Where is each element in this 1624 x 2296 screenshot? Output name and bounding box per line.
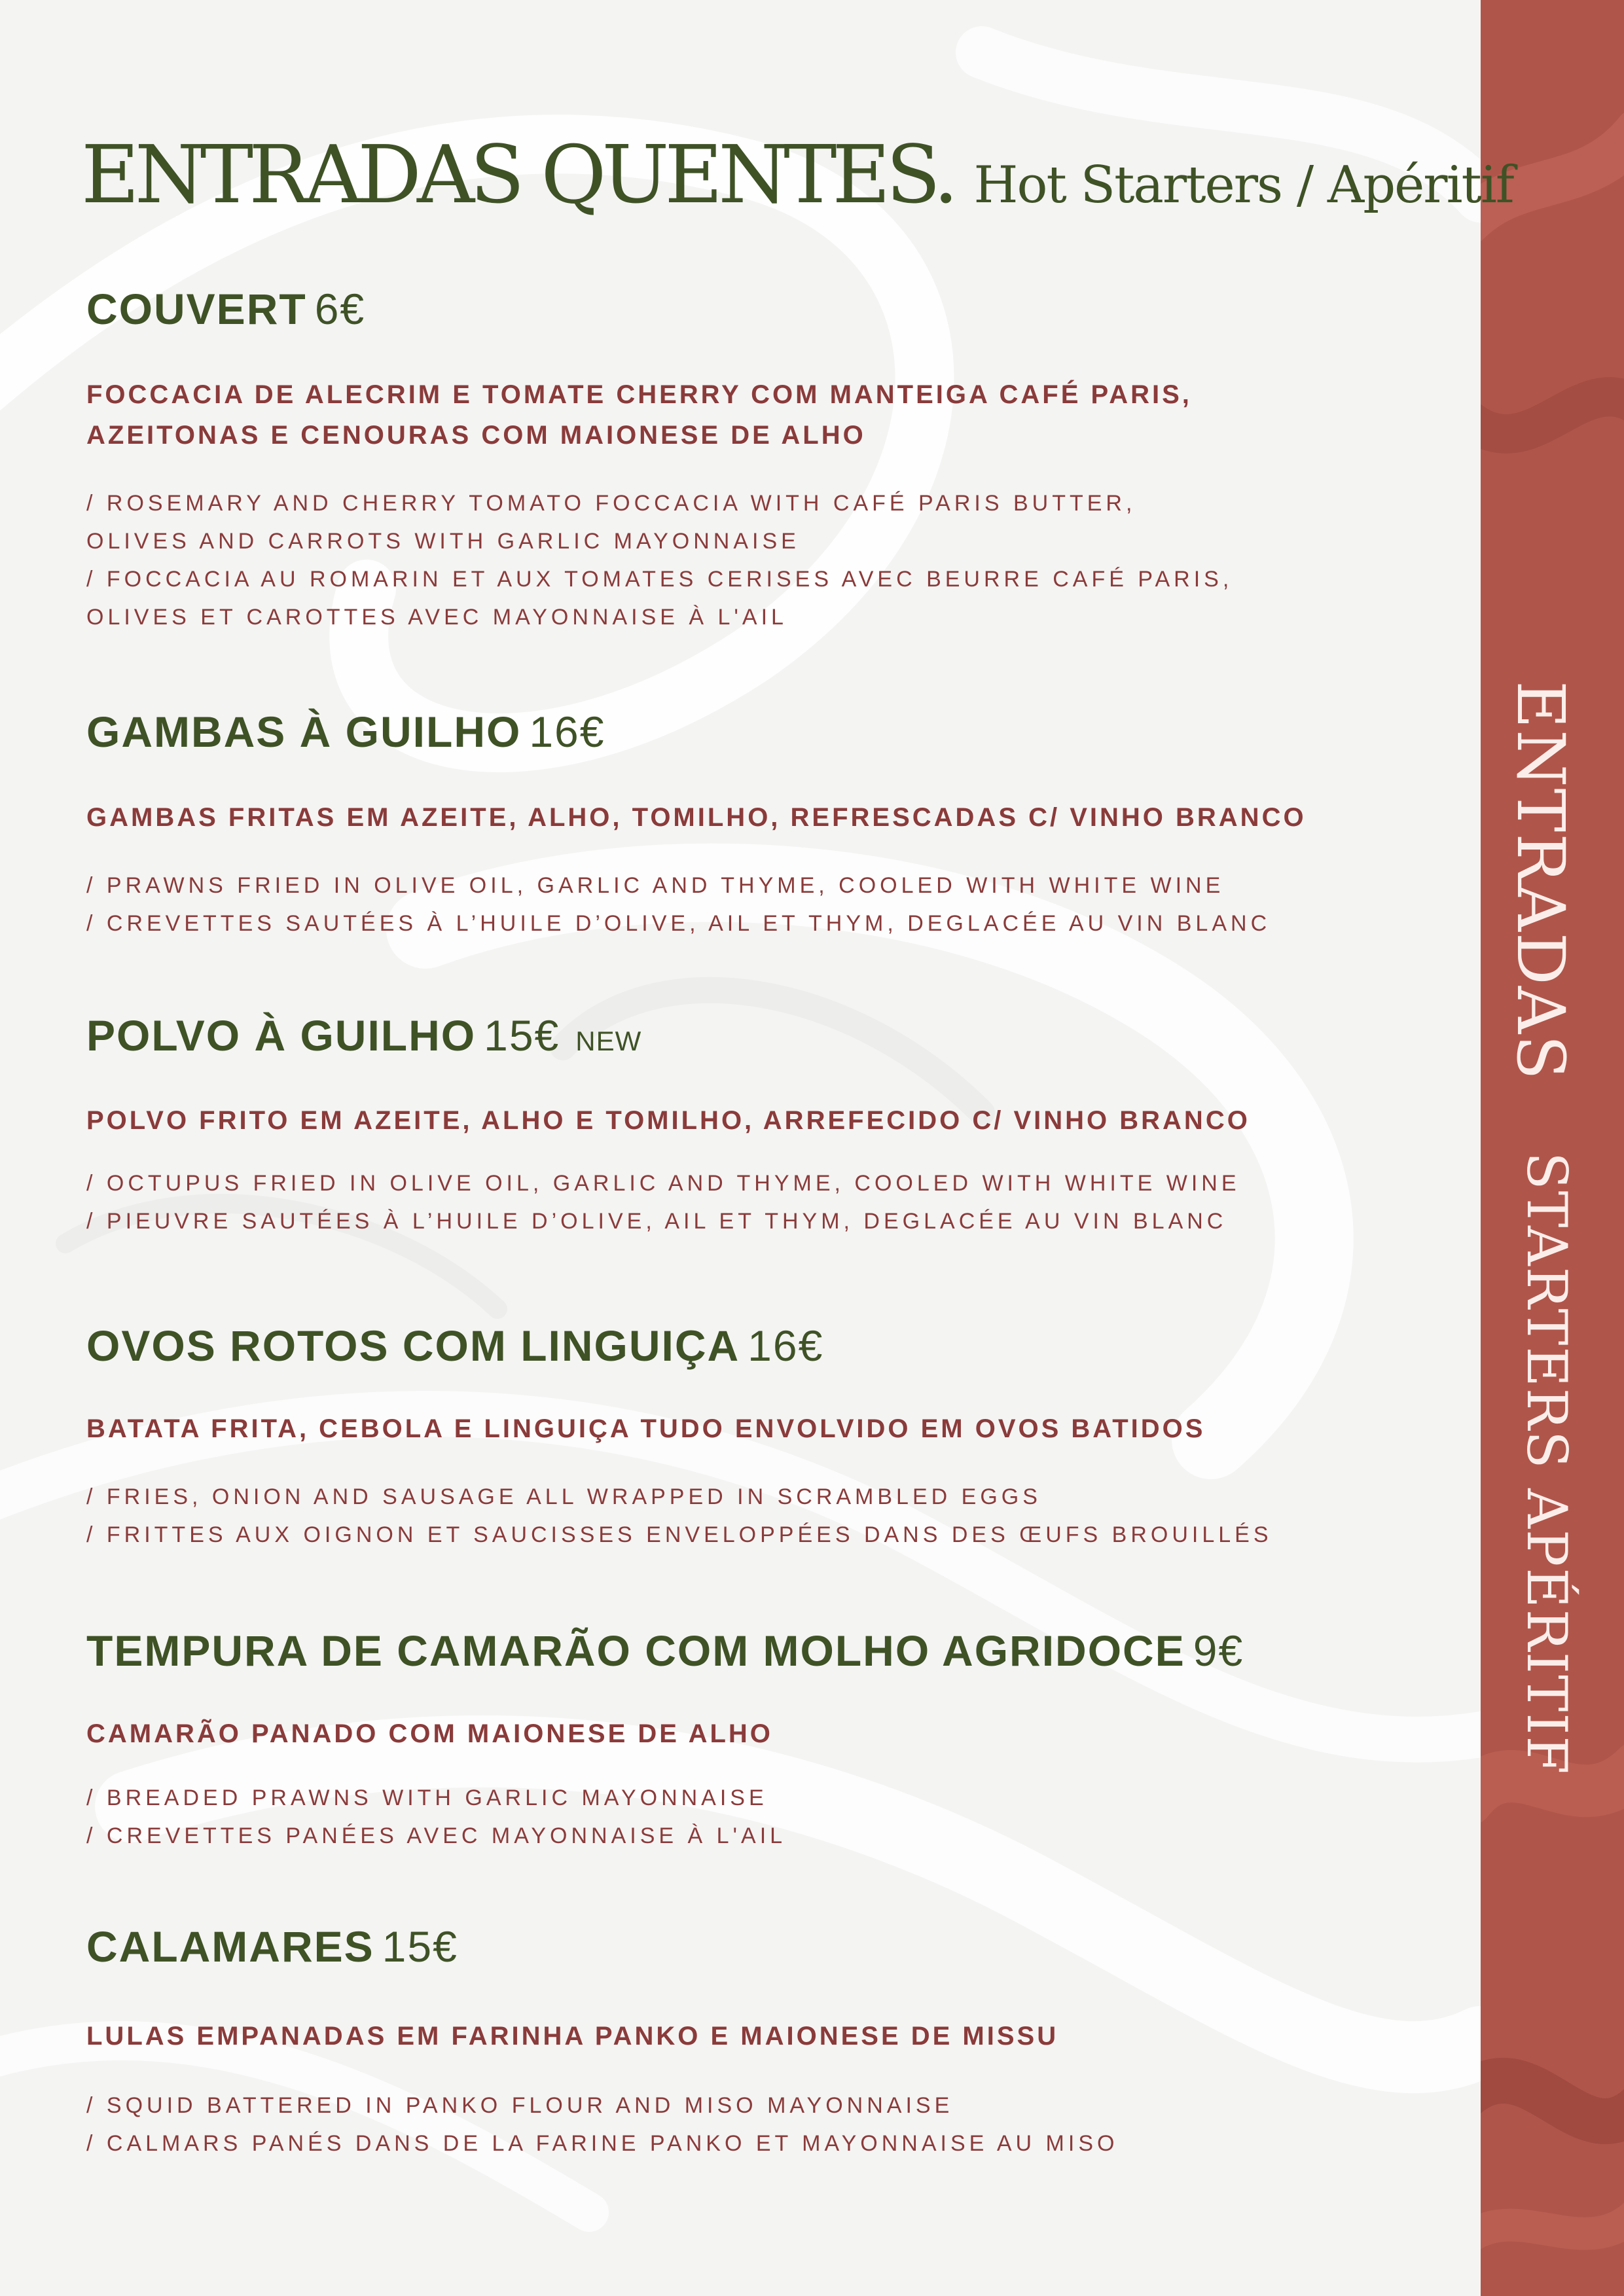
menu-item-description-pt: POLVO FRITO EM AZEITE, ALHO E TOMILHO, ARREFECIDO C/ VINHO BRANCO	[86, 1106, 1250, 1135]
menu-item-translations: / ROSEMARY AND CHERRY TOMATO FOCCACIA WITH CAFÉ PARIS BUTTER, OLIVES AND CARROTS WITH GARLIC MAYONNAISE / FOCCACIA AU ROMARIN ET AUX TOMATES CERISES AVEC BEURRE CAFÉ PARIS, OLIVES ET CAROTTES AVEC MAYONNAISE À L'AIL	[86, 491, 1233, 630]
menu-item-name	[86, 1624, 1448, 1677]
page-title	[81, 128, 1513, 221]
menu-item	[86, 283, 1448, 636]
side-label-starters: STARTERS APÉRITIF	[1515, 1152, 1579, 1776]
menu-item-name	[86, 283, 1448, 335]
new-badge: NEW	[575, 1026, 642, 1056]
menu-item-title: OVOS ROTOS COM LINGUIÇA	[86, 1321, 740, 1370]
menu-item-title: CALAMARES	[86, 1922, 374, 1971]
menu-item-price: 15€	[484, 1011, 560, 1060]
menu-item-translations: / OCTUPUS FRIED IN OLIVE OIL, GARLIC AND THYME, COOLED WITH WHITE WINE / PIEUVRE SAUTÉES À L’HUILE D’OLIVE, AIL ET THYM, DEGLACÉE AU VIN BLANC	[86, 1171, 1240, 1234]
menu-item-name	[86, 1009, 1448, 1067]
menu-item	[86, 706, 1448, 942]
menu-item-title: POLVO À GUILHO	[86, 1011, 477, 1060]
menu-item-title: GAMBAS À GUILHO	[86, 708, 522, 756]
menu-item-price: 9€	[1193, 1626, 1244, 1675]
menu-item-name	[86, 1920, 1448, 1973]
menu-item	[86, 1319, 1448, 1554]
menu-item-description-pt: CAMARÃO PANADO COM MAIONESE DE ALHO	[86, 1719, 773, 1748]
menu-item	[86, 1920, 1448, 2162]
menu-item-price: 6€	[314, 285, 366, 333]
menu-item-title: COUVERT	[86, 285, 307, 333]
menu-item-translations: / FRIES, ONION AND SAUSAGE ALL WRAPPED IN SCRAMBLED EGGS / FRITTES AUX OIGNON ET SAUCISSES ENVELOPPÉES DANS DES ŒUFS BROUILLÉS	[86, 1484, 1272, 1547]
menu-item-title: TEMPURA DE CAMARÃO COM MOLHO AGRIDOCE	[86, 1626, 1185, 1675]
title-main: ENTRADAS QUENTES.	[81, 128, 954, 221]
side-label-entradas: ENTRADAS	[1502, 681, 1579, 1081]
menu-item-price: 16€	[748, 1321, 824, 1370]
menu-item-description-pt: LULAS EMPANADAS EM FARINHA PANKO E MAIONESE DE MISSU	[86, 2022, 1059, 2051]
menu-item-description-pt: BATATA FRITA, CEBOLA E LINGUIÇA TUDO ENVOLVIDO EM OVOS BATIDOS	[86, 1414, 1206, 1443]
menu-item-description-pt: GAMBAS FRITAS EM AZEITE, ALHO, TOMILHO, REFRESCADAS C/ VINHO BRANCO	[86, 803, 1307, 832]
menu-item-translations: / PRAWNS FRIED IN OLIVE OIL, GARLIC AND THYME, COOLED WITH WHITE WINE / CREVETTES SAUTÉES À L’HUILE D’OLIVE, AIL ET THYM, DEGLACÉE AU VIN BLANC	[86, 873, 1271, 936]
menu-item-name	[86, 706, 1448, 758]
menu-item-translations: / SQUID BATTERED IN PANKO FLOUR AND MISO MAYONNAISE / CALMARS PANÉS DANS DE LA FARINE PANKO ET MAYONNAISE AU MISO	[86, 2093, 1119, 2156]
menu-item	[86, 1624, 1448, 1855]
menu-item-translations: / BREADED PRAWNS WITH GARLIC MAYONNAISE / CREVETTES PANÉES AVEC MAYONNAISE À L'AIL	[86, 1785, 787, 1848]
menu-item-price: 16€	[529, 708, 605, 756]
title-subtitle: Hot Starters / Apéritif	[973, 156, 1513, 215]
side-band-text	[1502, 681, 1587, 1776]
menu-item-price: 15€	[382, 1922, 458, 1971]
menu-item-description-pt: FOCCACIA DE ALECRIM E TOMATE CHERRY COM MANTEIGA CAFÉ PARIS, AZEITONAS E CENOURAS COM MAIONESE DE ALHO	[86, 380, 1192, 450]
menu-item-name	[86, 1319, 1448, 1372]
menu-item	[86, 1009, 1448, 1240]
